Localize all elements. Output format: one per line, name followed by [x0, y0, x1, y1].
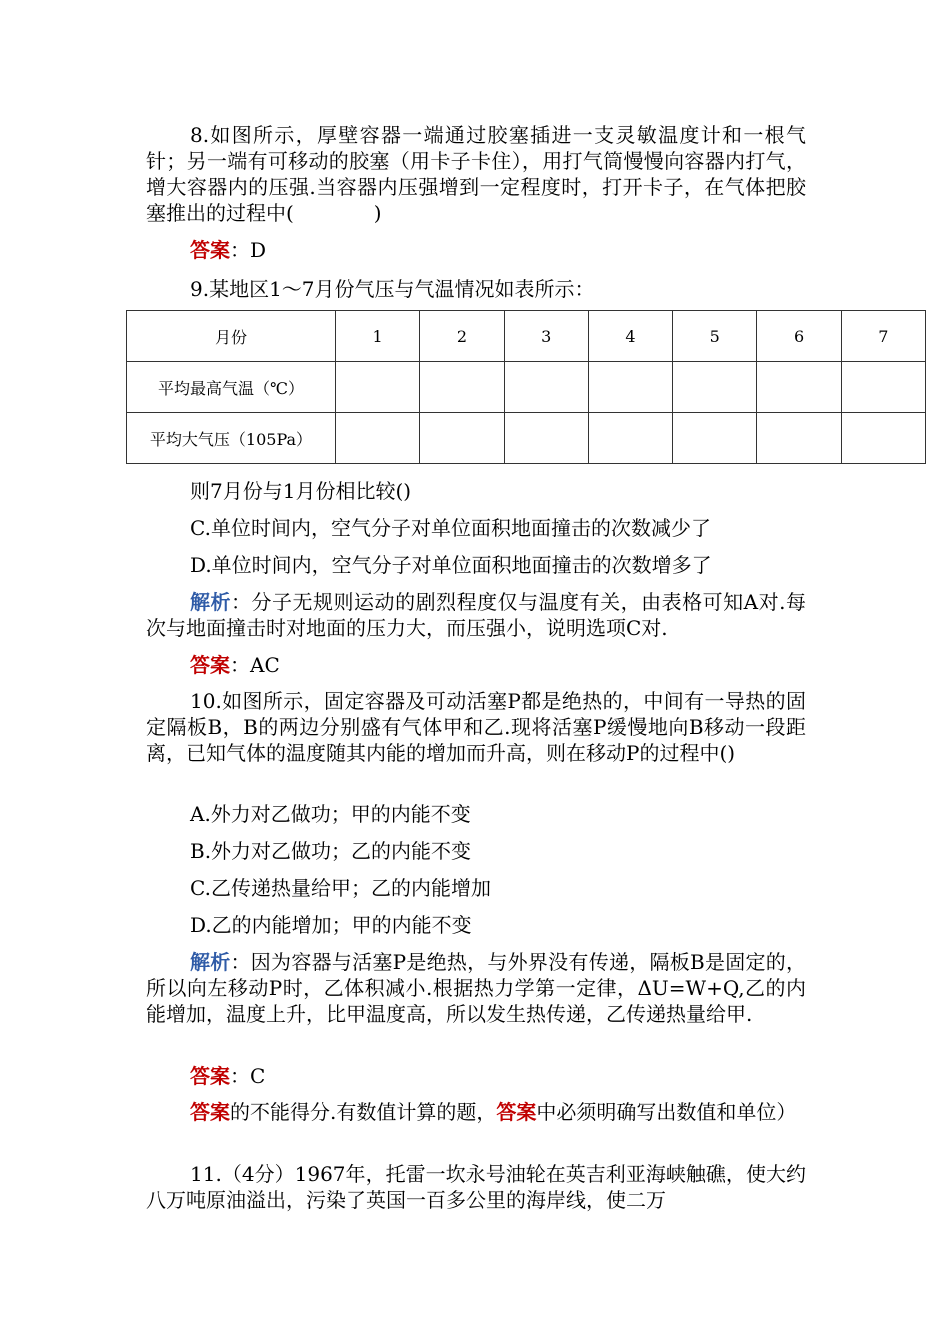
table-cell: 4: [588, 311, 672, 362]
table-cell: [841, 362, 925, 413]
analysis-label: 解析: [190, 950, 231, 974]
question-9-option-d: D.单位时间内，空气分子对单位面积地面撞击的次数增多了: [190, 553, 712, 577]
table-cell: [420, 413, 504, 464]
answer-value: ：C: [230, 1064, 266, 1088]
question-11-text: 11.（4分）1967年，托雷一坎永号油轮在英吉利亚海峡触礁，使大约八万吨原油溢出，污染了英国一百多公里的海岸线，使二万: [146, 1162, 806, 1212]
table-cell: [841, 413, 925, 464]
question-8-answer: [190, 237, 266, 263]
question-9-question: 则7月份与1月份相比较(): [190, 479, 412, 503]
table-cell: 平均最高气温（℃）: [127, 362, 336, 413]
question-9-intro: 9.某地区1～7月份气压与气温情况如表所示：: [190, 277, 595, 301]
table-cell: [504, 413, 588, 464]
answer-label: 答案: [190, 1064, 230, 1088]
question-10-option-d: D.乙的内能增加；甲的内能不变: [190, 913, 472, 937]
table-cell: [504, 362, 588, 413]
table-cell: [673, 362, 757, 413]
answer-label: 答案: [190, 1100, 230, 1124]
question-10-text: 10.如图所示，固定容器及可动活塞P都是绝热的，中间有一导热的固定隔板B，B的两边分别盛有气体甲和乙.现将活塞P缓慢地向B移动一段距离，已知气体的温度随其内能的增加而升高，则在移动P的过程中(): [146, 689, 806, 765]
analysis-text: ：分子无规则运动的剧烈程度仅与温度有关，由表格可知A对.每次与地面撞击时对地面的压力大，而压强小，说明选项C对.: [146, 590, 806, 640]
note-text: 中必须明确写出数值和单位）: [536, 1100, 797, 1124]
table-cell: [588, 362, 672, 413]
table-cell: [673, 413, 757, 464]
table-cell: 7: [841, 311, 925, 362]
question-10-answer: [190, 1063, 265, 1089]
answer-label: 答案: [190, 238, 230, 262]
note-text: 的不能得分.有数值计算的题，: [230, 1100, 497, 1124]
table-cell: [757, 362, 841, 413]
scoring-note: [146, 1099, 806, 1125]
table-cell: 2: [420, 311, 504, 362]
question-10-analysis: [146, 949, 806, 1027]
table-cell: 5: [673, 311, 757, 362]
question-9-answer: [190, 652, 280, 678]
table-cell: [336, 362, 420, 413]
table-cell: 1: [336, 311, 420, 362]
table-row: [127, 362, 926, 413]
question-9-option-c: C.单位时间内，空气分子对单位面积地面撞击的次数减少了: [190, 516, 711, 540]
question-10-option-a: A.外力对乙做功；甲的内能不变: [190, 802, 471, 826]
table-header-row: [127, 311, 926, 362]
table-cell: [336, 413, 420, 464]
analysis-text: ：因为容器与活塞P是绝热，与外界没有传递，隔板B是固定的，所以向左移动P时，乙体积减小.根据热力学第一定律，ΔU=W+Q,乙的内能增加，温度上升，比甲温度高，所以发生热传递，乙传递热量给甲.: [146, 950, 807, 1026]
table-cell: 6: [757, 311, 841, 362]
question-10-option-c: C.乙传递热量给甲；乙的内能增加: [190, 876, 491, 900]
table-cell: 月份: [127, 311, 336, 362]
question-9-analysis: [146, 589, 806, 641]
answer-value: ：D: [230, 238, 267, 262]
table-cell: [757, 413, 841, 464]
question-8-text: 8.如图所示，厚壁容器一端通过胶塞插进一支灵敏温度计和一根气针；另一端有可移动的胶塞（用卡子卡住），用打气筒慢慢向容器内打气，增大容器内的压强.当容器内压强增到一定程度时，打开卡子，在气体把胶塞推出的过程中( ): [146, 123, 806, 225]
answer-value: ：AC: [230, 653, 280, 677]
table-cell: 平均大气压（105Pa）: [127, 413, 336, 464]
table-cell: [588, 413, 672, 464]
table-cell: 3: [504, 311, 588, 362]
table-row: [127, 413, 926, 464]
pressure-temperature-table: [126, 310, 926, 464]
answer-label: 答案: [496, 1100, 537, 1124]
analysis-label: 解析: [190, 590, 232, 614]
question-10-option-b: B.外力对乙做功；乙的内能不变: [190, 839, 472, 863]
answer-label: 答案: [190, 653, 230, 677]
table-cell: [420, 362, 504, 413]
